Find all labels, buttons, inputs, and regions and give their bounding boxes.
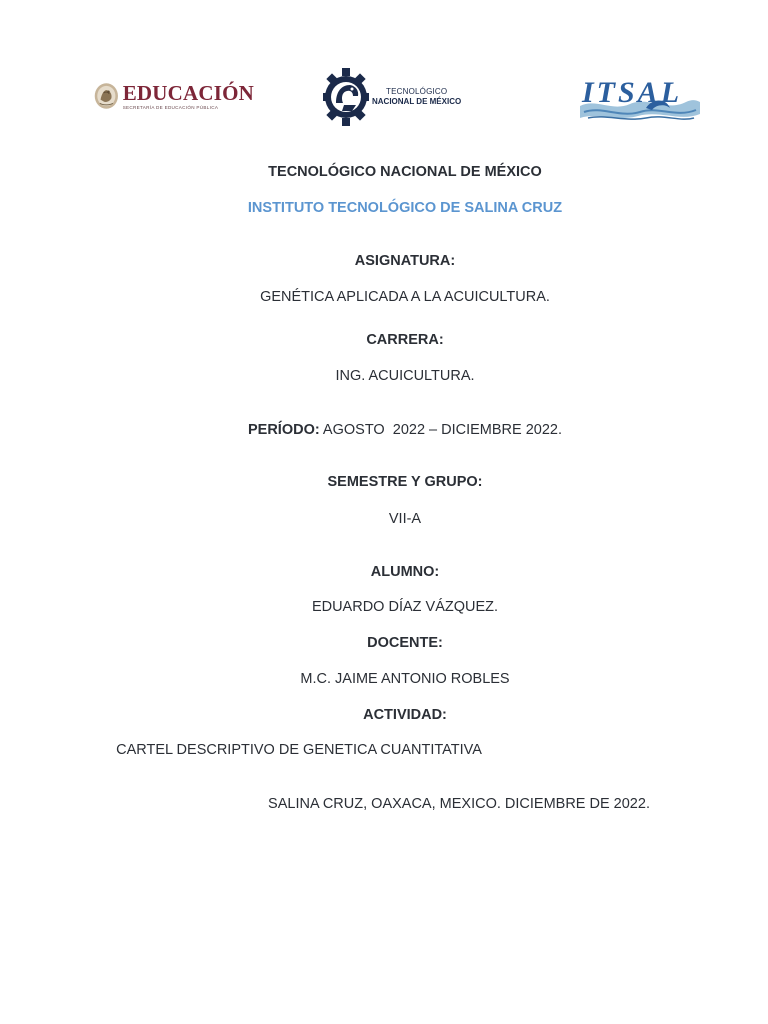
itsal-logo-text: ITSAL (582, 76, 683, 109)
tecnm-logo-line2: NACIONAL DE MÉXICO (372, 97, 462, 106)
wave-icon (576, 68, 702, 124)
period-value: AGOSTO 2022 – DICIEMBRE 2022. (322, 422, 563, 438)
group-value: VII-A (388, 511, 422, 527)
place-date: SALINA CRUZ, OAXACA, MEXICO. DICIEMBRE DE 2022. (268, 796, 650, 812)
sep-logo (94, 74, 254, 118)
activity-label: ACTIVIDAD: (363, 707, 447, 723)
career-value: ING. ACUICULTURA. (335, 368, 475, 384)
mexican-eagle-seal-icon (94, 77, 119, 115)
teacher-label: DOCENTE: (367, 635, 443, 651)
group-label: SEMESTRE Y GRUPO: (327, 474, 483, 490)
tecnm-logo (322, 66, 472, 128)
subject-value: GENÉTICA APLICADA A LA ACUICULTURA. (260, 289, 550, 305)
student-label: ALUMNO: (370, 564, 440, 580)
activity-value: CARTEL DESCRIPTIVO DE GENETICA CUANTITATIVA (116, 742, 482, 758)
tecnm-logo-line1: TECNOLÓGICO (386, 87, 448, 96)
sep-logo-subtitle: SECRETARÍA DE EDUCACIÓN PÚBLICA (122, 105, 219, 110)
teacher-value: M.C. JAIME ANTONIO ROBLES (300, 671, 510, 687)
subject-label: ASIGNATURA: (354, 253, 456, 269)
period-line (0, 421, 768, 439)
sep-logo-title: EDUCACIÓN (122, 81, 254, 105)
period-label: PERÍODO: (247, 422, 320, 438)
itsal-logo (576, 68, 702, 124)
campus-title: INSTITUTO TECNOLÓGICO DE SALINA CRUZ (247, 200, 563, 216)
gear-eagle-icon (322, 67, 370, 127)
career-label: CARRERA: (366, 332, 444, 348)
institution-title: TECNOLÓGICO NACIONAL DE MÉXICO (268, 164, 542, 180)
student-value: EDUARDO DÍAZ VÁZQUEZ. (311, 599, 499, 615)
